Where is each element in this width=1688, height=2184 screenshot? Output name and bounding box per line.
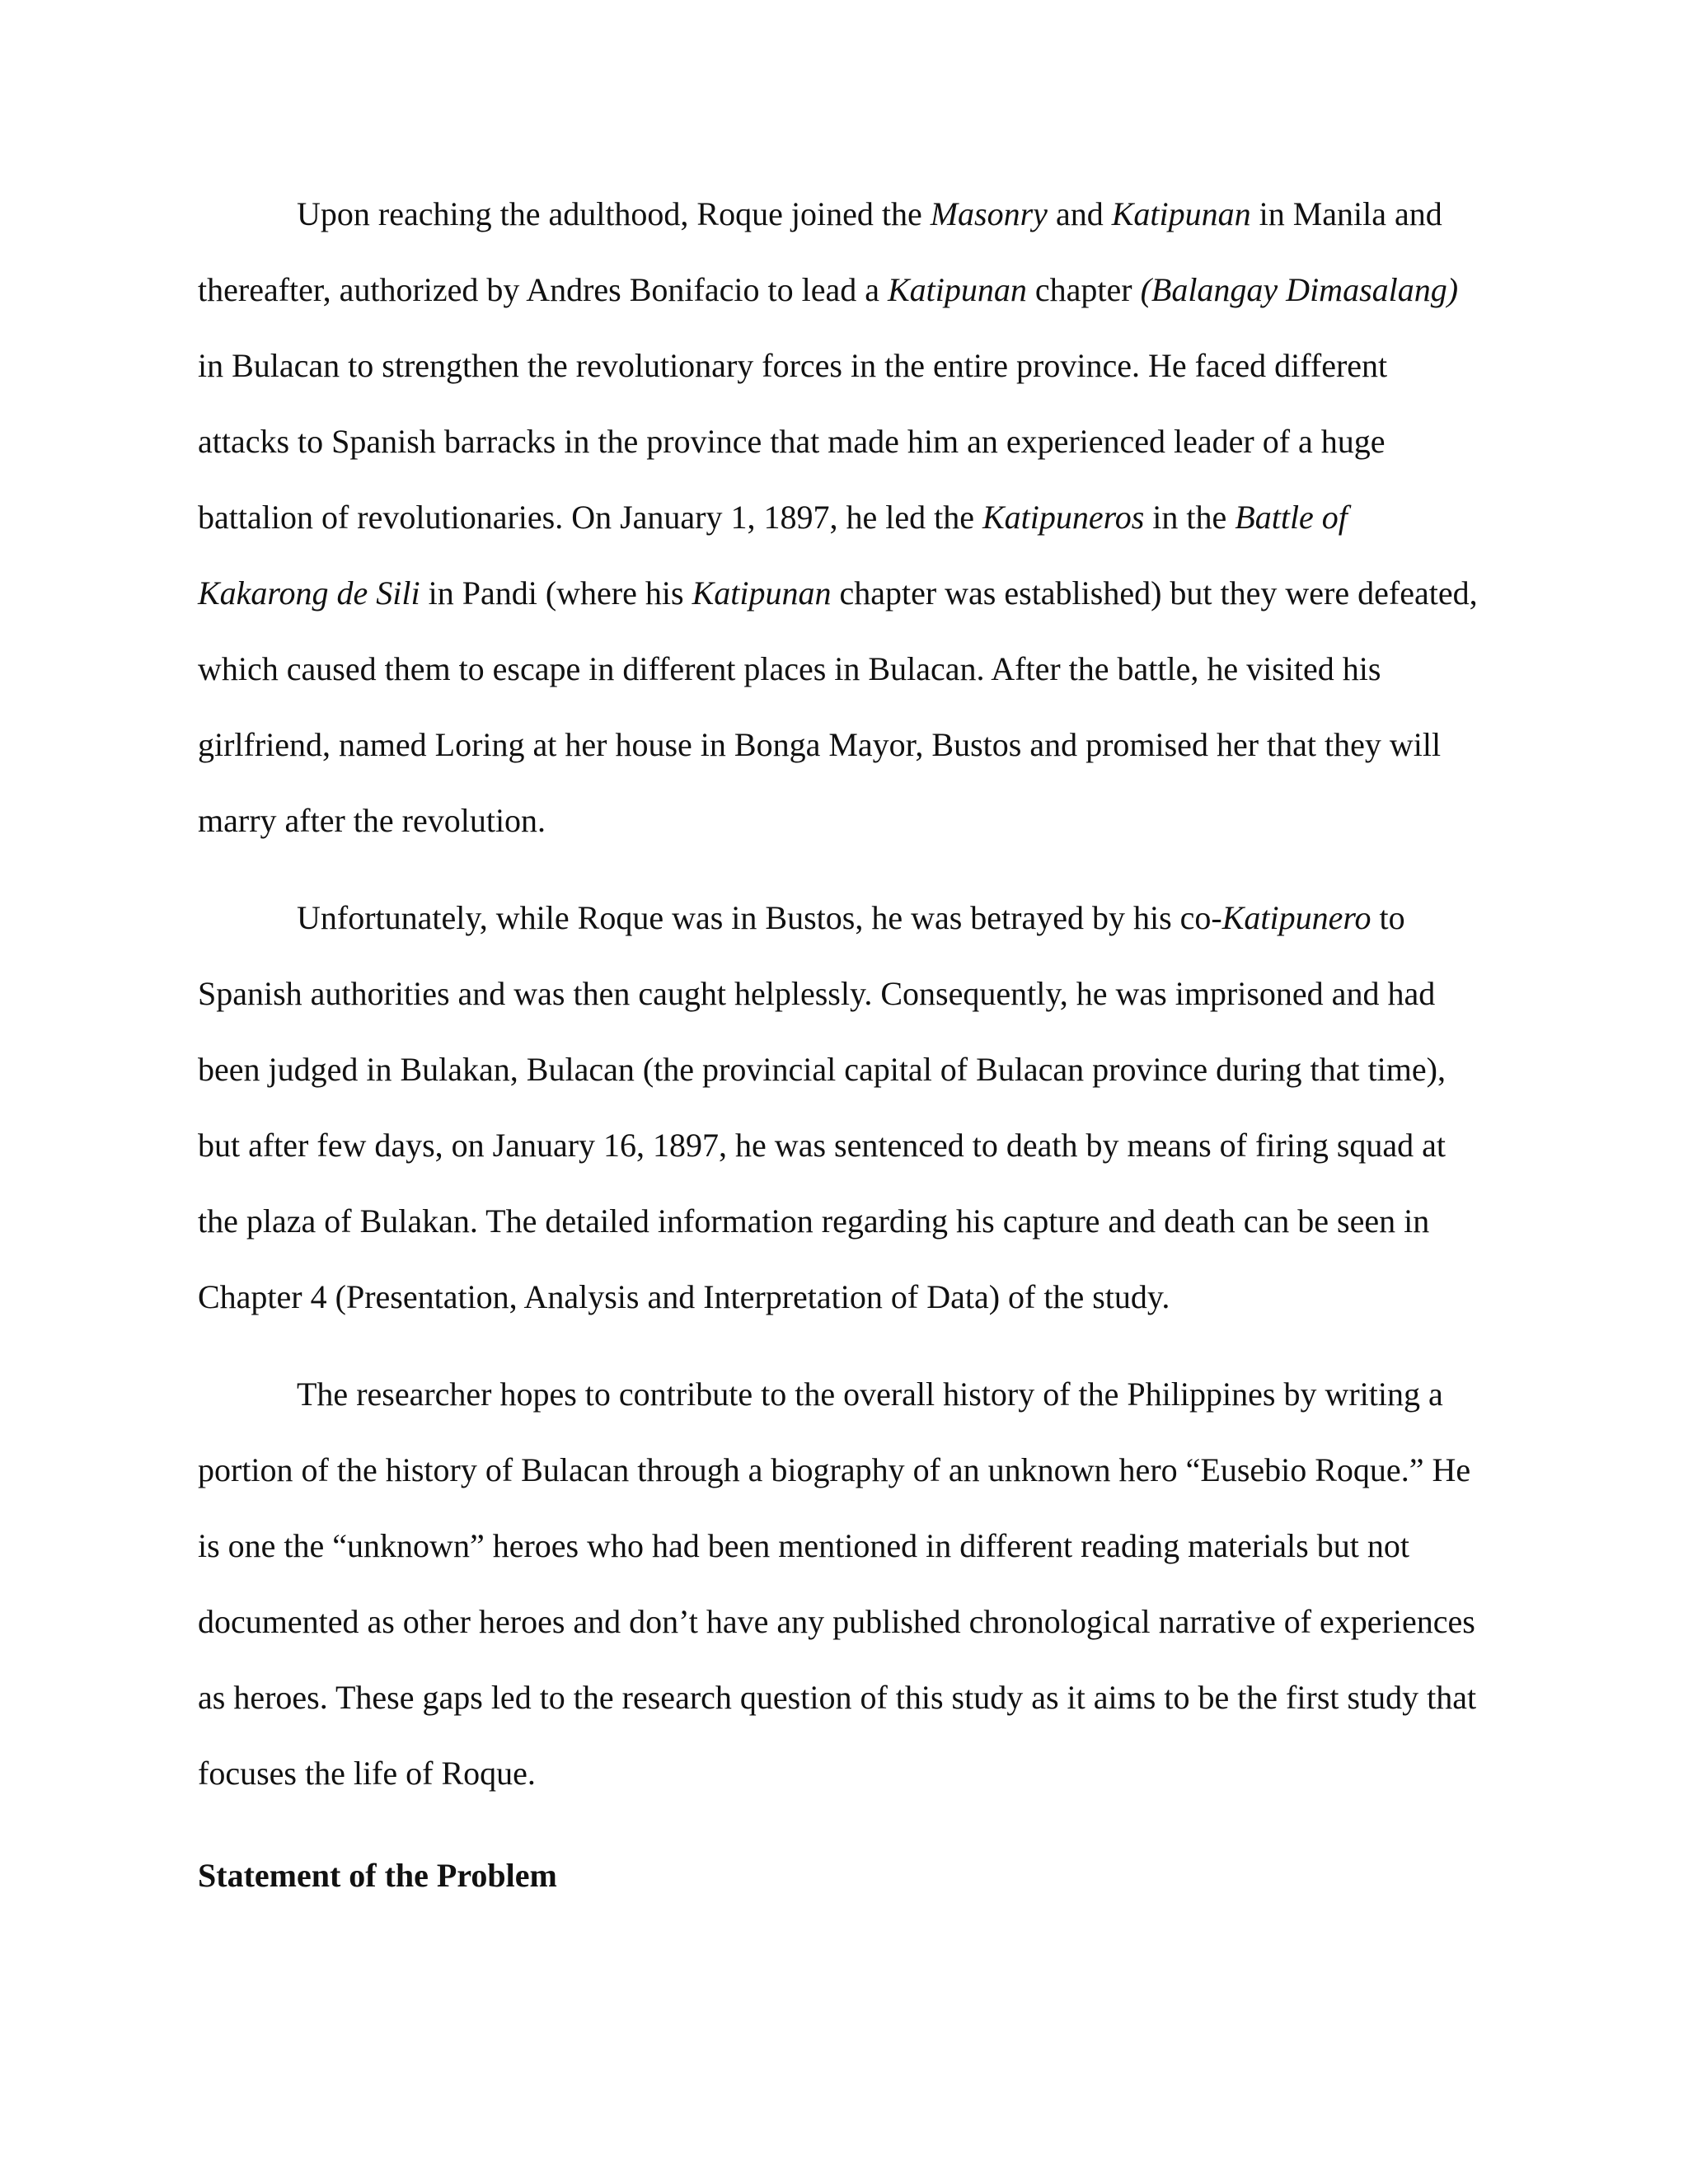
- italic-katipunero: Katipunero: [1221, 899, 1372, 936]
- p2-line-4: but after few days, on January 16, 1897, he was sentenced to death by means of firing squad at: [198, 1127, 1447, 1164]
- p3-line-6: focuses the life of Roque.: [198, 1755, 536, 1792]
- p1-line-8: girlfriend, named Loring at her house in Bonga Mayor, Bustos and promised her that they will: [198, 726, 1442, 763]
- p1-line-7: which caused them to escape in different places in Bulacan. After the battle, he visited his: [198, 650, 1381, 687]
- p3-line-1: The researcher hopes to contribute to the overall history of the Philippines by writing a: [297, 1376, 1443, 1413]
- italic-katipunan: Katipunan: [1111, 195, 1251, 232]
- p1-line-5: battalion of revolutionaries. On January 1, 1897, he led the Katipuneros in the Battle of: [198, 499, 1348, 536]
- p2-line-6: Chapter 4 (Presentation, Analysis and Interpretation of Data) of the study.: [198, 1278, 1170, 1315]
- italic-kakarong-de-sili: Kakarong de Sili: [198, 574, 420, 612]
- p3-line-3: is one the “unknown” heroes who had been mentioned in different reading materials but not: [198, 1527, 1409, 1564]
- italic-katipuneros: Katipuneros: [982, 499, 1145, 536]
- p1-line-4: attacks to Spanish barracks in the province that made him an experienced leader of a huge: [198, 423, 1386, 460]
- p3-line-2: portion of the history of Bulacan through a biography of an unknown hero “Eusebio Roque.” He: [198, 1451, 1471, 1488]
- p3-line-5: as heroes. These gaps led to the research question of this study as it aims to be the first study that: [198, 1679, 1477, 1716]
- p1-line-6: Kakarong de Sili in Pandi (where his Katipunan chapter was established) but they were defeated,: [198, 574, 1478, 612]
- p1-line-3: in Bulacan to strengthen the revolutionary forces in the entire province. He faced different: [198, 347, 1388, 384]
- p2-line-3: been judged in Bulakan, Bulacan (the provincial capital of Bulacan province during that time),: [198, 1051, 1446, 1088]
- p2-line-1: Unfortunately, while Roque was in Bustos, he was betrayed by his co-Katipunero to: [297, 899, 1405, 936]
- p3-line-4: documented as other heroes and don’t have any published chronological narrative of experiences: [198, 1603, 1475, 1640]
- p1-line-1: Upon reaching the adulthood, Roque joined the Masonry and Katipunan in Manila and: [297, 195, 1442, 232]
- section-heading: Statement of the Problem: [198, 1857, 557, 1894]
- italic-balangay-dimasalang: (Balangay Dimasalang): [1140, 271, 1459, 308]
- p2-line-2: Spanish authorities and was then caught helplessly. Consequently, he was imprisoned and had: [198, 975, 1436, 1012]
- p2-line-5: the plaza of Bulakan. The detailed information regarding his capture and death can be seen in: [198, 1202, 1430, 1240]
- p1-line-9: marry after the revolution.: [198, 802, 546, 839]
- italic-katipunan: Katipunan: [887, 271, 1027, 308]
- italic-katipunan: Katipunan: [692, 574, 832, 612]
- italic-masonry: Masonry: [930, 195, 1048, 232]
- p1-line-2: thereafter, authorized by Andres Bonifacio to lead a Katipunan chapter (Balangay Dimasalang): [198, 271, 1459, 308]
- italic-battle-of: Battle of: [1235, 499, 1348, 536]
